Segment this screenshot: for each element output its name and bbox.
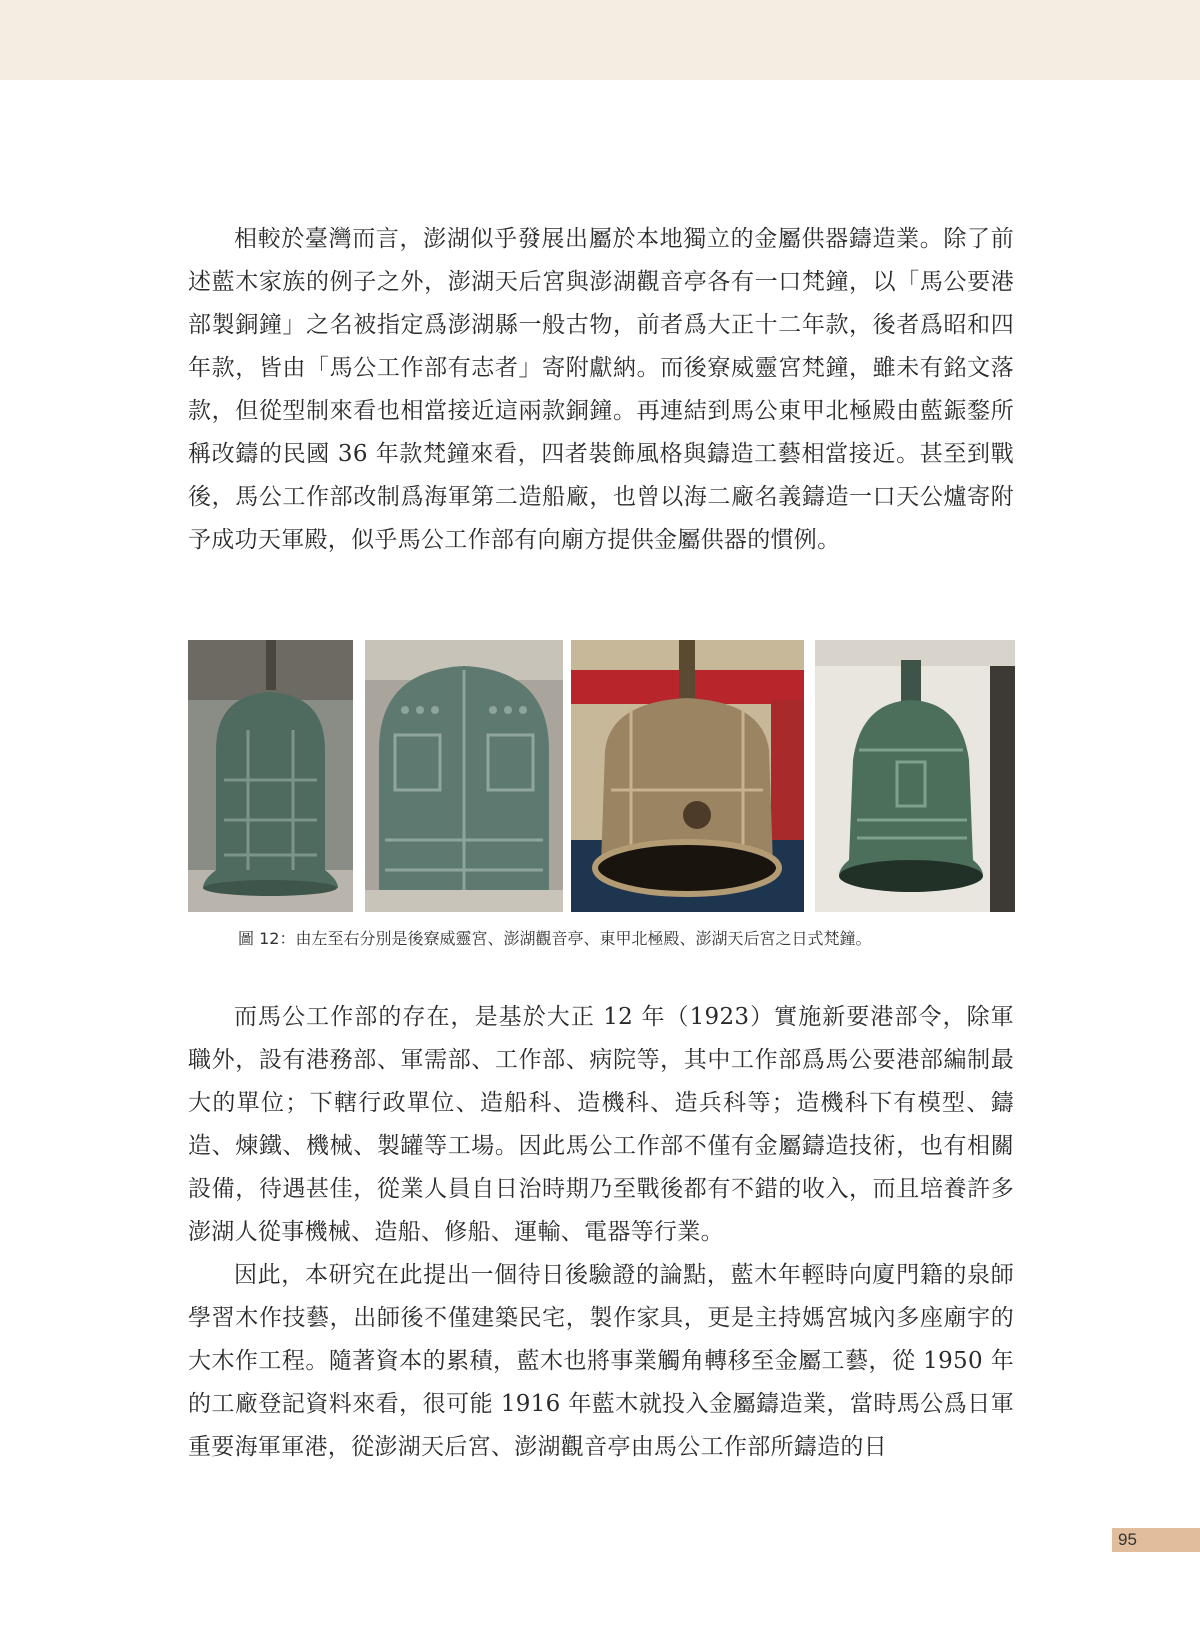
bell-photo-dongjia-beiji-temple [571,640,804,912]
bell-photo-penghu-guanyin-pavilion [365,640,563,912]
body-paragraph-1: 相較於臺灣而言，澎湖似乎發展出屬於本地獨立的金屬供器鑄造業。除了前述藍木家族的例子之外，澎湖天后宮與澎湖觀音亭各有一口梵鐘，以「馬公要港部製銅鐘」之名被指定爲澎湖縣一般古物，前者爲大正十二年款，後者爲昭和四年款，皆由「馬公工作部有志者」寄附獻納。而後寮威靈宮梵鐘，雖未有銘文落款，但從型制來看也相當接近這兩款銅鐘。再連結到馬公東甲北極殿由藍鋠鍪所稱改鑄的民國 36 年款梵鐘來看，四者裝飾風格與鑄造工藝相當接近。甚至到戰後，馬公工作部改制爲海軍第二造船廠，也曾以海二廠名義鑄造一口天公爐寄附予成功天軍殿，似乎馬公工作部有向廟方提供金屬供器的慣例。 [188,226,1014,553]
figure-caption: 圖 12：由左至右分別是後寮威靈宮、澎湖觀音亭、東甲北極殿、澎湖天后宮之日式梵鐘。 [238,929,872,948]
bell-photo-houliao-weiling-temple [188,640,353,912]
body-paragraph-2: 而馬公工作部的存在，是基於大正 12 年（1923）實施新要港部令，除軍職外，設有港務部、軍需部、工作部、病院等，其中工作部爲馬公要港部編制最大的單位；下轄行政單位、造船科、造機科、造兵科等；造機科下有模型、鑄造、煉鐵、機械、製罐等工場。因此馬公工作部不僅有金屬鑄造技術，也有相關設備，待遇甚佳，從業人員自日治時期乃至戰後都有不錯的收入，而且培養許多澎湖人從事機械、造船、修船、運輸、電器等行業。 [188,1004,1014,1245]
page-number: 95 [1118,1530,1137,1549]
bell-photo-penghu-tianhou-temple [815,640,1015,912]
body-paragraph-3: 因此，本研究在此提出一個待日後驗證的論點，藍木年輕時向廈門籍的泉師學習木作技藝，出師後不僅建築民宅，製作家具，更是主持媽宮城內多座廟宇的大木作工程。隨著資本的累積，藍木也將事業觸角轉移至金屬工藝，從 1950 年的工廠登記資料來看，很可能 1916 年藍木就投入金屬鑄造業，當時馬公爲日軍重要海軍軍港，從澎湖天后宮、澎湖觀音亭由馬公工作部所鑄造的日 [188,1262,1014,1460]
header-band [0,0,1200,80]
